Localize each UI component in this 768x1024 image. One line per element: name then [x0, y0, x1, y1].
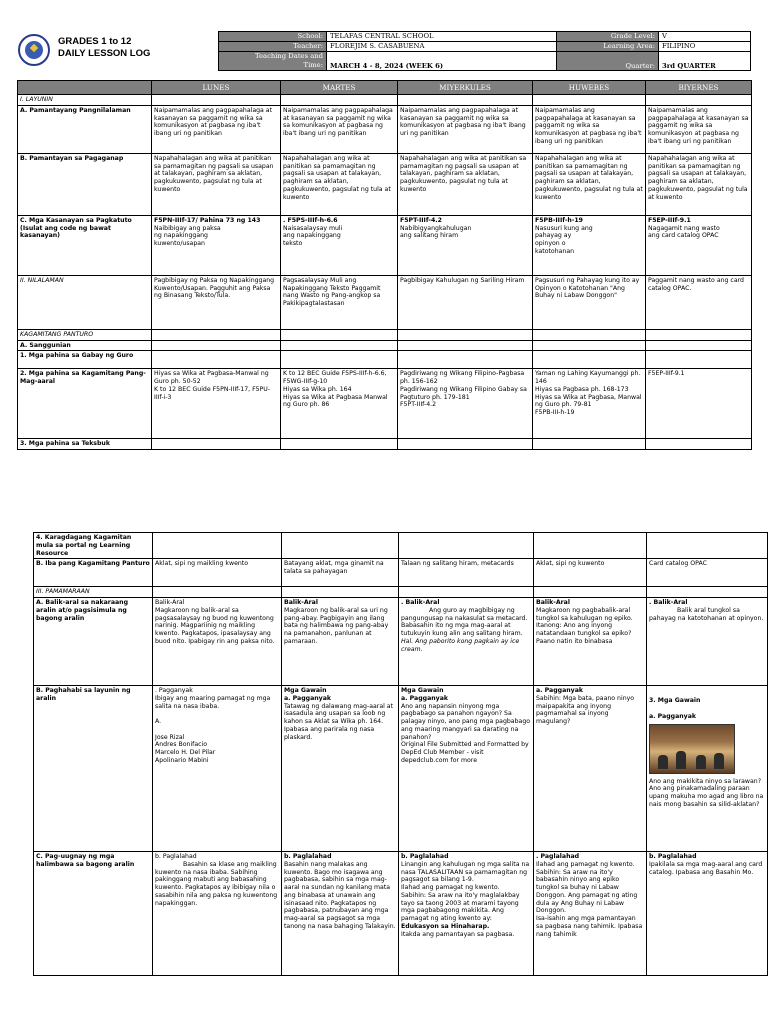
- kasanayan-text: Naibibigay ang paksa ng napakinggang kuwento/usapan: [154, 224, 221, 247]
- title-line-2: DAILY LESSON LOG: [58, 48, 151, 60]
- paghahabi-text: Ano ang napansin ninyong mga pagbabago sa panahon ngayon? Sa palagay ninyo, ano pang mga pagbabago ang maaring mangyari sa darating na panahon? Original File Submitted and Formatted by DepEd Club Member - visit depedclub.com for more: [401, 702, 531, 764]
- paguugnay-cell: [399, 852, 534, 976]
- nilalaman-cell: Pagsasalaysay Muli ang Napakinggang Teksto Paggamit nang Wasto ng Pang-angkop sa Pakikipagtalastasan: [281, 275, 398, 329]
- paghahabi-text: Ibigay ang maaring pamagat ng mga salita na nasa ibaba. A. Jose Rizal Andres Bonifacio Marcelo H. Del Pilar Apolinario Mabini: [155, 694, 271, 764]
- title-line-1: GRADES 1 to 12: [58, 36, 132, 47]
- pamantayang-cell: Naipamamalas ang pagpapahalaga at kasanayan sa paggamit ng wika sa komunikasyon at pagbasa ng iba't ibang uri ng panitikan: [533, 105, 646, 153]
- paghahabi-row: [34, 686, 768, 852]
- paguugnay-text: Basahin sa klase ang maikling kuwento na nasa ibaba. Sabihing pakinggang mabuti ang babasahing kuwento. Pagkatapos ay ibibigay nila o sasabihin nila ang paksa ng kuwentong napakinggan.: [155, 860, 278, 907]
- balik-head: Balik-Aral: [284, 599, 318, 606]
- kagamitan2-label: 2. Mga pahina sa Kagamitang Pang-Mag-aaral: [18, 369, 152, 439]
- iba-label: B. Iba pang Kagamitang Panturo: [34, 559, 153, 587]
- dates-label-line2: Time:: [303, 61, 323, 69]
- day-header-row: [18, 81, 752, 95]
- kagamitan2-cell: K to 12 BEC Guide F5PS-IIIf-h-6.6, F5WG-IIIf-g-10 Hiyas sa Wika ph. 164 Hiyas sa Wika at Pagbasa Manwal ng Guro ph. 86: [281, 369, 398, 439]
- iba-row: [34, 559, 768, 587]
- pagganap-cell: Napahahalagan ang wika at panitikan sa pamamagitan ng pagsali sa usapan at talakayan, paghiram sa aklatan, pagkukuwento, pagsulat ng tula at kuwento: [281, 153, 398, 215]
- kasanayan-cell: [533, 215, 646, 275]
- pagganap-row: [18, 153, 752, 215]
- kagamitan2-cell: Pagdiriwang ng Wikang Filipino-Pagbasa ph. 156-162 Pagdiriwang ng Wikang Filipino Gabay sa Pagtuturo ph. 179-181 F5PT-IIIf-4.2: [398, 369, 533, 439]
- paghahabi-sub: a. Pagganyak: [401, 694, 448, 702]
- paguugnay-head: b. Paglalahad: [155, 853, 197, 860]
- paghahabi-label: B. Paghahabi sa layunin ng aralin: [34, 686, 153, 852]
- kasanayan-text: Nagagamit nang wasto ang card catalog OPAC: [648, 224, 720, 240]
- teacher-label: Teacher:: [219, 42, 327, 52]
- paguugnay-cell: [647, 852, 768, 976]
- quarter-label: Quarter:: [557, 52, 659, 71]
- balik-label: A. Balik-aral sa nakaraang aralin at/o pagsisimula ng bagong aralin: [34, 598, 153, 686]
- balik-row: [34, 598, 768, 686]
- area-value: FILIPINO: [659, 42, 751, 52]
- nilalaman-cell: Pagsusuri ng Pahayag kung ito ay Opinyon o Katotohanan "Ang Buhay ni Labaw Donggon": [533, 275, 646, 329]
- balik-cell: [282, 598, 399, 686]
- library-photo: [649, 724, 735, 774]
- lesson-table-page-2: [33, 532, 768, 976]
- nilalaman-cell: Paggamit nang wasto ang card catalog OPAC.: [646, 275, 752, 329]
- paguugnay-tail: Itakda ang pamantayan sa pagbasa.: [401, 930, 515, 938]
- pagganap-label: B. Pamantayan sa Pagaganap: [18, 153, 152, 215]
- dates-value: MARCH 4 - 8, 2024 (WEEK 6): [327, 52, 557, 71]
- paguugnay-head: b. Paglalahad: [649, 853, 697, 860]
- nilalaman-label: II. NILALAMAN: [18, 275, 152, 329]
- paguugnay-cell: [282, 852, 399, 976]
- kasanayan-cell: [646, 215, 752, 275]
- paghahabi-cell: [534, 686, 647, 852]
- day-lunes: LUNES: [152, 81, 281, 95]
- kagamitan2-row: [18, 369, 752, 439]
- kasanayan-code: F5EP-IIIf-9.1: [648, 216, 691, 224]
- teksbuk-label: 3. Mga pahina sa Teksbuk: [18, 439, 152, 450]
- school-value: TELAFAS CENTRAL SCHOOL: [327, 32, 557, 42]
- paghahabi-head: Mga Gawain: [284, 687, 327, 694]
- paguugnay-cell: [153, 852, 282, 976]
- paguugnay-text: Linangin ang kahulugan ng mga salita na nasa TALASALITAAN sa pamamagitan ng pagsagot sa bilang 1-9. Ilahad ang pamagat ng kwento. Sabihin: Sa araw na ito'y maglalakbay tayo sa taong 2003 at marami tayong mga pagbabagong makikita. Ang pamagat ng ating kwento ay:: [401, 860, 530, 922]
- day-miyerkules: MIYERKULES: [398, 81, 533, 95]
- grade-label: Grade Level:: [557, 32, 659, 42]
- day-header-blank: [18, 81, 152, 95]
- deped-seal-icon: [18, 34, 50, 66]
- balik-cell: [647, 598, 768, 686]
- kasanayan-text: Nabibigyangkahulugan ang salitang hiram: [400, 224, 472, 240]
- paguugnay-story-title: Edukasyon sa Hinaharap.: [401, 922, 490, 930]
- header-info-table: [218, 31, 751, 71]
- day-biyernes: BIYERNES: [646, 81, 752, 95]
- paguugnay-row: [34, 852, 768, 976]
- paguugnay-text: Ilahad ang pamagat ng kwento. Sabihin: Sa araw na ito'y babasahin ninyo ang epiko tungkol sa buhay ni Labaw Donggon. Ang pamagat ng ating dula ay Ang Buhay ni Labaw Donggon. Isa-isahin ang mga pamantayan sa pagbasa nang tahimik. Ipabasa nang tahimik: [536, 860, 643, 938]
- nilalaman-cell: Pagbibigay ng Paksa ng Napakinggang Kuwento/Usapan. Pagguhit ang Paksa ng Binasang Teksto/Tula.: [152, 275, 281, 329]
- pamantayang-label: A. Pamantayang Pangnilalaman: [18, 105, 152, 153]
- paghahabi-cell: [647, 686, 768, 852]
- kagamitan-label: KAGAMITANG PANTURO: [18, 329, 152, 340]
- nilalaman-cell: Pagbibigay Kahulugan ng Sariling Hiram: [398, 275, 533, 329]
- area-label: Learning Area:: [557, 42, 659, 52]
- pamantayang-cell: Naipamamalas ang pagpapahalaga at kasanayan sa paggamit ng wika sa komunikasyon at pagbasa ng iba't ibang uri ng panitikan: [152, 105, 281, 153]
- pamamaraan-label: III. PAMAMARAAN: [34, 587, 153, 598]
- dates-label-line1: Teaching Dates and: [254, 52, 323, 61]
- sanggunian-label: A. Sanggunian: [18, 340, 152, 351]
- kasanayan-row: [18, 215, 752, 275]
- day-martes: MARTES: [281, 81, 398, 95]
- paguugnay-head: b. Paglalahad: [401, 853, 449, 860]
- kasanayan-text: Nasusuri kung ang pahayag ay opinyon o katotohanan: [535, 224, 593, 255]
- school-label: School:: [219, 32, 327, 42]
- kasanayan-cell: [398, 215, 533, 275]
- kasanayan-code: F5PB-IIIf-h-19: [535, 216, 583, 224]
- pagganap-cell: Napahahalagan ang wika at panitikan sa pamamagitan ng pagsali sa usapan at talakayan, paghiram sa aklatan, pagkukuwento, pagsulat ng tula at kuwento: [646, 153, 752, 215]
- dates-label: [219, 52, 327, 71]
- layunin-label: I. LAYUNIN: [18, 95, 152, 106]
- balik-text: Ang guro ay magbibigay ng pangungusap na nakasulat sa metacard. Babasahin ito ng mga mag-aaral at tutukuyin kung alin ang salitang hiram.: [401, 606, 528, 637]
- pamantayang-cell: Naipamamalas ang pagpapahalaga at kasanayan sa paggamit ng wika sa komunikasyon at pagbasa ng iba't ibang uri ng panitikan: [281, 105, 398, 153]
- balik-head: . Balik-Aral: [649, 599, 688, 606]
- grade-value: V: [659, 32, 751, 42]
- paghahabi-cell: [153, 686, 282, 852]
- kagamitan2-cell: F5EP-IIIf-9.1: [646, 369, 752, 439]
- pamantayang-cell: Naipamamalas ang pagpapahalaga at kasanayan sa paggamit ng wika sa komunikasyon at pagbasa ng iba't ibang uri ng panitikan: [398, 105, 533, 153]
- pamantayang-cell: Naipamamalas ang pagpapahalaga at kasanayan sa paggamit ng wika sa komunikasyon at pagbasa ng iba't ibang uri ng panitikan: [646, 105, 752, 153]
- day-huwebes: HUWEBES: [533, 81, 646, 95]
- paghahabi-text: Tatawag ng dalawang mag-aaral at isasadula ang usapan sa loob ng kahon sa Aklat sa Wika ph. 164. Ipabasa ang parirala ng nasa plaskard.: [284, 702, 394, 741]
- paghahabi-cell: [399, 686, 534, 852]
- iba-cell: Aklat, sipi ng maikling kwento: [153, 559, 282, 587]
- balik-text: Magkaroon ng pagbabalik-aral tungkol sa kahulugan ng epiko. Itanong: Ano ang inyong natatandaan tungkol sa epiko? Paano natin ito binabasa: [536, 606, 633, 645]
- kasanayan-code: F5PN-IIIf-17/ Pahina 73 ng 143: [154, 216, 261, 224]
- nilalaman-row: [18, 275, 752, 329]
- paghahabi-text: Ano ang makikita ninyo sa larawan? Ano ang pinakamadaling paraan upang makuha mo agad ang libro na nais mong basahin sa silid-aklatan?: [649, 777, 764, 808]
- iba-cell: Batayang aklat, mga ginamit na talata sa pahayagan: [282, 559, 399, 587]
- document-title: [58, 36, 150, 61]
- iba-cell: Aklat, sipi ng kuwento: [534, 559, 647, 587]
- kasanayan-text: Naisasalaysay muli ang napakinggang teksto: [283, 224, 343, 247]
- paghahabi-head: Mga Gawain: [401, 687, 444, 694]
- teacher-value: FLOREJIM S. CASABUENA: [327, 42, 557, 52]
- balik-example: Hal. Ang paborito kong pagkain ay ice cream.: [401, 637, 520, 653]
- balik-text: Magkaroon ng balik-aral sa uri ng pang-abay. Pagbigayin ang ilang bata ng halimbawa ng pang-abay na pamanahon, panlunan at pamaraan.: [284, 606, 389, 645]
- paghahabi-sub: a. Pagganyak: [649, 712, 696, 720]
- balik-cell: [399, 598, 534, 686]
- pagganap-cell: Napahahalagan ang wika at panitikan sa pamamagitan ng pagsali sa usapan at talakayan, paghiram sa aklatan, pagkukuwento, pagsulat ng tula at kuwento: [533, 153, 646, 215]
- lesson-table-page-1: [17, 80, 752, 450]
- kasanayan-cell: [281, 215, 398, 275]
- paghahabi-text: Sabihin: Mga bata, paano ninyo maipapakita ang inyong pagmamahal sa inyong magulang?: [536, 694, 635, 725]
- paguugnay-text: Ipakilala sa mga mag-aaral ang card catalog. Ipabasa ang Basahin Mo.: [649, 860, 763, 876]
- pamantayang-row: [18, 105, 752, 153]
- balik-cell: [534, 598, 647, 686]
- paguugnay-head: . Paglalahad: [536, 853, 580, 860]
- paguugnay-label: C. Pag-uugnay ng mga halimbawa sa bagong aralin: [34, 852, 153, 976]
- paghahabi-cell: [282, 686, 399, 852]
- kasanayan-label: C. Mga Kasanayan sa Pagkatuto (Isulat ang code ng bawat kasanayan): [18, 215, 152, 275]
- kasanayan-code: F5PT-IIIf-4.2: [400, 216, 442, 224]
- kasanayan-code: . F5PS-IIIf-h-6.6: [283, 216, 338, 224]
- balik-head: Balik-Aral: [155, 599, 185, 606]
- balik-cell: [153, 598, 282, 686]
- balik-head: Balik-Aral: [536, 599, 570, 606]
- paghahabi-head: . Pagganyak: [155, 687, 193, 694]
- paguugnay-head: b. Paglalahad: [284, 853, 332, 860]
- kagamitan2-cell: Hiyas sa Wika at Pagbasa-Manwal ng Guro ph. 50-52 K to 12 BEC Guide F5PN-IIIf-17, F5PU-IIIf-i-3: [152, 369, 281, 439]
- pagganap-cell: Napahahalagan ang wika at panitikan sa pamamagitan ng pagsali sa usapan at talakayan, paghiram sa aklatan, pagkukuwento, pagsulat ng tula at kuwento: [152, 153, 281, 215]
- paghahabi-head: a. Pagganyak: [536, 687, 583, 694]
- paguugnay-cell: [534, 852, 647, 976]
- kagamitan2-cell: Yaman ng Lahing Kayumanggi ph. 146 Hiyas sa Pagbasa ph. 168-173 Hiyas sa Wika at Pagbasa, Manwal ng Guro ph. 79-81 F5PB-III-h-19: [533, 369, 646, 439]
- balik-head: . Balik-Aral: [401, 599, 440, 606]
- karagdagang-label: 4. Karagdagang Kagamitan mula sa portal ng Learning Resource: [34, 533, 153, 559]
- paguugnay-text: Basahin nang malakas ang kuwento. Bago mo isagawa ang pagbabasa, sabihin sa mga mag-aaral na sundan ng kanilang mata ang binabasa at unawain ang isinasaad nito. Pagkatapos ng pagbabasa, patnubayan ang mga mag-aaral sa pagsagot sa mga tanong na nasa bahaging Talakayin.: [284, 860, 396, 930]
- gabay-label: 1. Mga pahina sa Gabay ng Guro: [18, 351, 152, 369]
- kasanayan-cell: [152, 215, 281, 275]
- balik-text: Balik aral tungkol sa pahayag na katotohanan at opinyon.: [649, 606, 764, 622]
- paghahabi-sub: a. Pagganyak: [284, 694, 331, 702]
- quarter-value: 3rd QUARTER: [659, 52, 751, 71]
- paghahabi-head: 3. Mga Gawain: [649, 697, 701, 704]
- pagganap-cell: Napahahalagan ang wika at panitikan sa pamamagitan ng pagsali sa usapan at talakayan, paghiram sa aklatan, pagkukuwento, pagsulat ng tula at kuwento: [398, 153, 533, 215]
- iba-cell: Card catalog OPAC: [647, 559, 768, 587]
- balik-text: Magkaroon ng balik-aral sa pagsasalaysay ng buod ng kuwentong narinig. Magpariinig ng maikling kwento. Pagkatapos, ipasalaysay ang buod nito. Ipabigay rin ang paksa nito.: [155, 606, 275, 645]
- iba-cell: Talaan ng salitang hiram, metacards: [399, 559, 534, 587]
